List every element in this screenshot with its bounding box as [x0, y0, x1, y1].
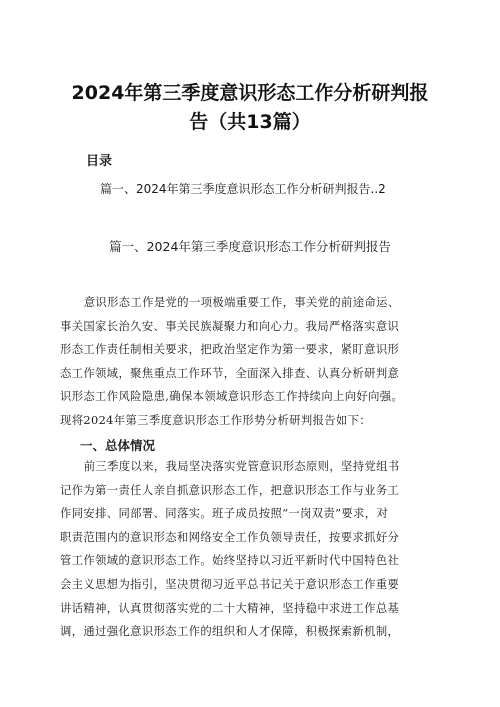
paragraph-line: 作同安排、同部署、同落实。班子成员按照“一岗双责”要求，对: [60, 507, 389, 521]
paragraph-line: 记作为第一责任人亲自抓意识形态工作，把意识形态工作与业务工: [60, 483, 400, 497]
paragraph-line: 现将2024年第三季度意识形态工作形势分析研判报告如下：: [60, 413, 372, 427]
paragraph-line: 意识形态工作是党的一项极端重要工作，事关党的前途命运、: [83, 296, 400, 309]
paragraph-line: 调，通过强化意识形态工作的组织和人才保障，积极探索新机制，: [60, 625, 400, 639]
subheading-overview: 一、总体情况: [80, 438, 156, 453]
paragraph-intro: [60, 291, 440, 433]
paragraph-line: 讲话精神，认真贯彻落实党的二十大精神，坚持稳中求进工作总基: [60, 601, 400, 615]
toc-label: 目录: [86, 154, 113, 169]
paragraph-line: 管工作领域的意识形态工作。始终坚持以习近平新时代中国特色社: [60, 554, 400, 568]
paragraph-line: 识形态工作风险隐患,确保本领域意识形态工作持续向上向好向强。: [60, 390, 404, 404]
paragraph-line: 形态工作责任制相关要求，把政治坚定作为第一要求，紧盯意识形: [60, 343, 400, 357]
paragraph-overview: [60, 455, 440, 644]
toc-entry-1[interactable]: 篇一、2024年第三季度意识形态工作分析研判报告..2: [100, 182, 386, 196]
paragraph-line: 态工作领域，聚焦重点工作环节，全面深入排查、认真分析研判意: [60, 366, 400, 380]
paragraph-line: 事关国家长治久安、事关民族凝聚力和向心力。我局严格落实意识: [60, 319, 400, 333]
section-heading: 篇一、2024年第三季度意识形态工作分析研判报告: [109, 239, 391, 254]
document-title-line-1: 2024年第三季度意识形态工作分析研判报: [71, 82, 429, 104]
paragraph-line: 会主义思想为指引，坚决贯彻习近平总书记关于意识形态工作重要: [60, 577, 400, 591]
paragraph-line: 前三季度以来，我局坚决落实党管意识形态原则，坚持党组书: [83, 460, 400, 473]
document-title-line-2: 告（共13篇）: [189, 111, 311, 133]
paragraph-line: 职责范围内的意识形态和网络安全工作负领导责任，按要求抓好分: [60, 530, 400, 544]
